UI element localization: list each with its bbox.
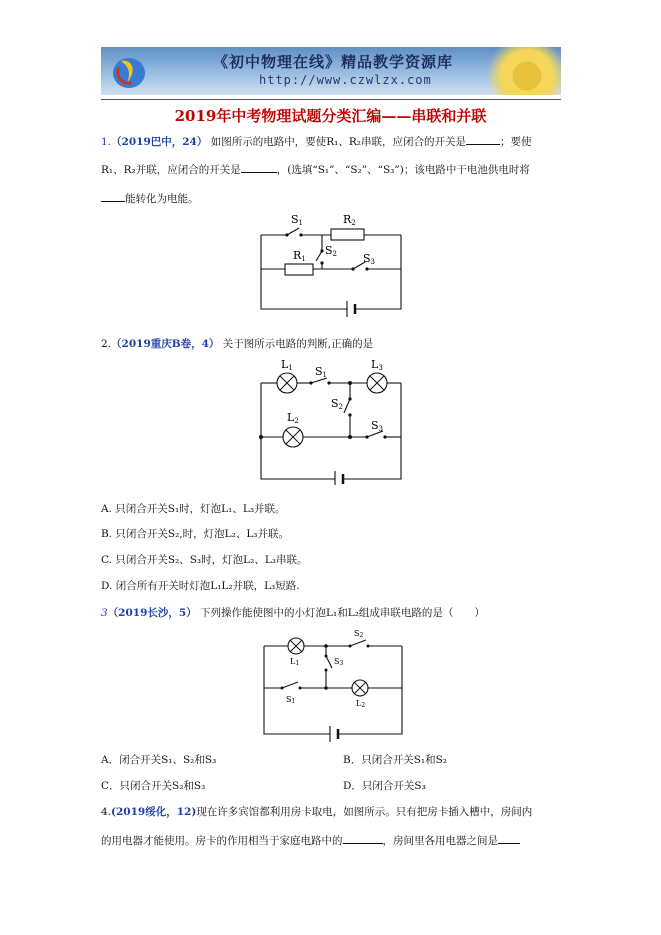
svg-text:R2	[343, 213, 356, 227]
q2-number: 2.	[101, 338, 112, 350]
q2-label-l1-sub: 1	[288, 364, 293, 372]
sunflower-image	[461, 47, 561, 95]
q3-label-s2-sub: 2	[359, 632, 364, 639]
q1-label-r1: R	[293, 249, 302, 262]
q1-text-1: 如图所示的电路中，要使R₁、R₂串联，应闭合的开关是	[210, 136, 466, 148]
q4-source: (2019绥化，12)	[111, 806, 197, 818]
q3-option-d: D．只闭合开关S₃	[343, 780, 426, 792]
svg-text:L1	[290, 657, 299, 667]
q3-label-s3: S	[334, 657, 340, 666]
q2-stem	[101, 337, 373, 351]
q1-label-s1-sub: 1	[298, 219, 304, 227]
q1-blank-1	[466, 134, 500, 145]
svg-text:R1	[293, 249, 306, 263]
q2-option-a: A. 只闭合开关S₁时，灯泡L₁、L₃并联。	[101, 503, 286, 515]
svg-text:L1	[281, 358, 293, 372]
svg-text:S2	[331, 397, 343, 411]
q4-text-1: 现在许多宾馆都利用房卡取电，如图所示。只有把房卡插入槽中，房间内	[196, 806, 533, 818]
q2-source: （2019重庆B卷，4）	[111, 338, 220, 350]
q2-label-s2-sub: 2	[338, 403, 344, 411]
q4-line2	[101, 833, 520, 848]
q4-line1	[101, 805, 532, 819]
q1-text-1-end: ；要使	[499, 136, 532, 148]
svg-text:S3	[334, 657, 343, 667]
q2-label-s1: S	[315, 365, 323, 378]
q1-label-s3: S	[363, 252, 371, 265]
q2-label-l2-sub: 2	[294, 417, 299, 425]
q2-text: 关于图所示电路的判断,正确的是	[222, 338, 374, 350]
q1-label-s2-sub: 2	[332, 250, 338, 258]
q3-label-l1: L	[290, 657, 296, 666]
q2-label-s1-sub: 1	[322, 371, 328, 379]
q3-option-a: A．闭合开关S₁、S₂和S₃	[101, 754, 217, 766]
banner-url[interactable]: http://www.czwlzx.com	[259, 73, 432, 87]
header-divider	[101, 99, 561, 100]
q1-label-r1-sub: 1	[301, 255, 306, 263]
q3-label-l2: L	[356, 699, 362, 708]
q1-blank-3	[101, 191, 125, 202]
q4-text-2-mid: ，房间里各用电器之间是	[382, 835, 498, 847]
q2-option-c: C. 只闭合开关S₂、S₃时，灯泡L₂、L₃串联。	[101, 554, 308, 566]
q3-label-s2: S	[354, 629, 360, 638]
svg-text:S2	[325, 244, 337, 258]
svg-text:S1	[291, 213, 303, 227]
page-title: 2019年中考物理试题分类汇编——串联和并联	[174, 107, 487, 125]
q1-line1	[101, 134, 531, 149]
q1-label-s2: S	[325, 244, 333, 257]
q3-label-s3-sub: 3	[339, 660, 344, 667]
site-logo-icon	[109, 53, 149, 91]
svg-text:S1	[286, 695, 295, 705]
q1-label-s1: S	[291, 213, 299, 226]
svg-text:L3	[371, 358, 383, 372]
q1-label-s3-sub: 3	[370, 258, 376, 266]
svg-text:S2	[354, 629, 363, 639]
q1-line3	[101, 191, 199, 206]
q4-blank-1	[343, 833, 383, 844]
q3-label-l2-sub: 2	[361, 702, 366, 709]
q4-text-2: 的用电器才能使用。房卡的作用相当于家庭电路中的	[101, 835, 343, 847]
header-banner	[101, 47, 561, 95]
q3-label-s1-sub: 1	[291, 698, 296, 705]
svg-text:L2	[287, 411, 299, 425]
q3-source: （2019长沙，5）	[107, 607, 197, 619]
q1-source: （2019巴中，24）	[111, 136, 208, 148]
q2-label-s3-sub: 3	[378, 425, 384, 433]
q3-label-l1-sub: 1	[295, 660, 300, 667]
q3-option-b: B．只闭合开关S₁和S₂	[343, 754, 448, 766]
q1-text-2-end: ，(选填“S₁”、“S₂”、“S₃”)；该电路中干电池供电时将	[276, 164, 530, 176]
q4-blank-2	[498, 833, 520, 844]
q1-circuit-diagram	[255, 209, 405, 329]
q2-label-l1: L	[281, 358, 289, 371]
svg-text:S3	[363, 252, 375, 266]
q2-label-l3: L	[371, 358, 379, 371]
q3-number: 3	[101, 607, 108, 619]
svg-text:S1	[315, 365, 327, 379]
q1-line2	[101, 162, 530, 177]
q2-option-d: D. 闭合所有开关时灯泡L₁L₂并联，L₃短路.	[101, 580, 300, 592]
q1-text-2: R₁、R₂并联，应闭合的开关是	[101, 164, 241, 176]
q2-label-s2: S	[331, 397, 339, 410]
q3-option-c: C．只闭合开关S₂和S₃	[101, 780, 206, 792]
q2-circuit-diagram	[255, 355, 405, 485]
q2-label-l2: L	[287, 411, 295, 424]
q1-label-r2-sub: 2	[351, 219, 356, 227]
q3-stem	[101, 606, 485, 620]
svg-text:L2	[356, 699, 365, 709]
q2-label-s3: S	[371, 419, 379, 432]
banner-title: 《初中物理在线》精品教学资源库	[213, 53, 454, 71]
q2-option-b: B. 只闭合开关S₂,时，灯泡L₂、L₃并联。	[101, 528, 289, 540]
svg-text:S3	[371, 419, 383, 433]
q1-number: 1.	[101, 136, 112, 148]
q3-label-s1: S	[286, 695, 292, 704]
q1-blank-2	[241, 162, 277, 173]
q4-number: 4.	[101, 806, 112, 818]
q2-label-l3-sub: 3	[378, 364, 383, 372]
q3-text: 下列操作能使图中的小灯泡L₁和L₂组成串联电路的是（ ）	[200, 607, 485, 619]
q1-label-r2: R	[343, 213, 352, 226]
q3-circuit-diagram	[258, 626, 408, 748]
q1-text-3: 能转化为电能。	[125, 193, 199, 205]
